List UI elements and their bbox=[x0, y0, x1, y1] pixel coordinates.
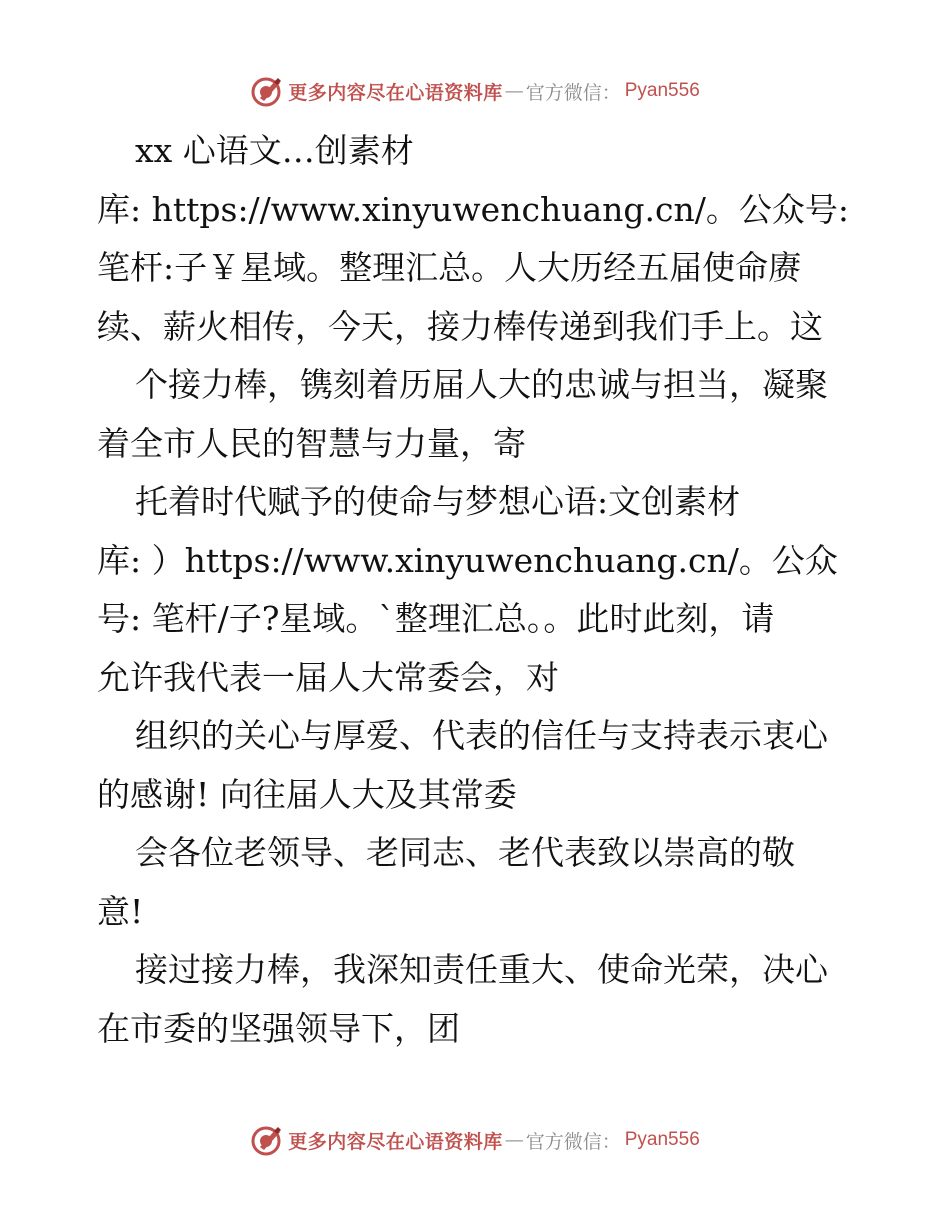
document-body bbox=[97, 122, 857, 1058]
banner-wechat-id: Pyan556 bbox=[624, 80, 700, 101]
banner-separator: — bbox=[504, 1129, 524, 1151]
banner-wechat-label: 官方微信： bbox=[525, 1130, 621, 1153]
text-line: 组织的关心与厚爱、代表的信任与支持表示衷心 bbox=[135, 716, 828, 755]
footer-banner bbox=[0, 1120, 950, 1160]
text-line: 库: ）https://www.xinyuwenchuang.cn/。公众 bbox=[97, 540, 838, 580]
text-line: 意! bbox=[97, 891, 144, 931]
header-banner bbox=[0, 71, 950, 111]
pen-logo-icon bbox=[250, 1123, 284, 1157]
text-line: 笔杆:子￥星域。整理汇总。人大历经五届使命赓 bbox=[97, 248, 802, 287]
banner-lead-text: 更多内容尽在心语资料库 bbox=[288, 81, 503, 104]
text-line: 续、薪火相传，今天，接力棒传递到我们手上。这 bbox=[97, 306, 823, 346]
text-line: 在市委的坚强领导下，团 bbox=[97, 1008, 460, 1048]
text-line: xx 心语文…创素材 bbox=[135, 131, 414, 170]
pen-logo-icon bbox=[250, 74, 284, 108]
text-line: 的感谢! 向往届人大及其常委 bbox=[97, 774, 517, 814]
text-line: 托着时代赋予的使命与梦想心语:文创素材 bbox=[135, 482, 741, 521]
text-line: 号: 笔杆/子?星域。`整理汇总。。此时此刻，请 bbox=[97, 599, 775, 638]
text-line: 着全市人民的智慧与力量，寄 bbox=[97, 423, 526, 463]
text-line: 允许我代表一届人大常委会，对 bbox=[97, 657, 559, 697]
text-line: 个接力棒，镌刻着历届人大的忠诚与担当，凝聚 bbox=[135, 365, 828, 404]
banner-wechat-id: Pyan556 bbox=[624, 1129, 700, 1150]
text-line: 会各位老领导、老同志、老代表致以崇高的敬 bbox=[135, 833, 795, 872]
banner-lead-text: 更多内容尽在心语资料库 bbox=[288, 1130, 503, 1153]
banner-wechat-label: 官方微信： bbox=[525, 81, 621, 104]
text-line: 库: https://www.xinyuwenchuang.cn/。公众号: bbox=[97, 189, 849, 229]
banner-separator: — bbox=[504, 80, 524, 102]
text-line: 接过接力棒，我深知责任重大、使命光荣，决心 bbox=[135, 950, 828, 989]
